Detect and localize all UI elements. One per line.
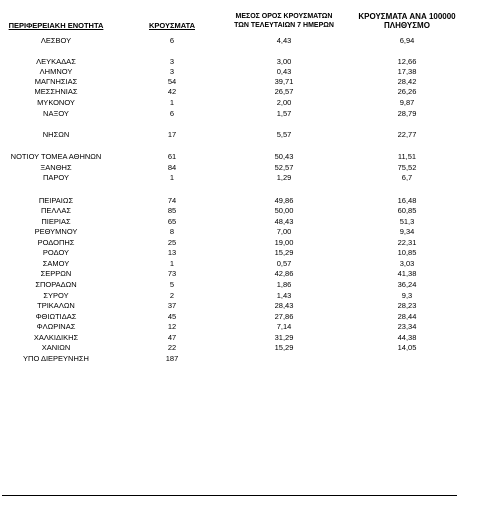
- row-region: ΠΕΛΛΑΣ: [40, 206, 72, 215]
- row-cases: 22: [167, 343, 177, 352]
- row-cases: 1: [169, 173, 175, 182]
- row-per100k: 10,85: [397, 248, 417, 257]
- row-per100k: 75,52: [397, 163, 417, 172]
- header-avg-line1: ΜΕΣΟΣ ΟΡΟΣ ΚΡΟΥΣΜΑΤΩΝ: [235, 13, 333, 20]
- row-region: ΛΗΜΝΟΥ: [39, 67, 73, 76]
- row-region: ΛΕΥΚΑΔΑΣ: [36, 57, 76, 66]
- row-region: ΦΛΩΡΙΝΑΣ: [36, 322, 76, 331]
- row-avg: 3,00: [276, 57, 292, 66]
- row-cases: 5: [169, 280, 175, 289]
- row-cases: 3: [169, 67, 175, 76]
- row-region: ΜΑΓΝΗΣΙΑΣ: [34, 77, 78, 86]
- row-cases: 25: [167, 238, 177, 247]
- row-avg: 7,14: [276, 322, 292, 331]
- row-region: ΞΑΝΘΗΣ: [40, 163, 72, 172]
- row-per100k: 6,7: [401, 173, 413, 182]
- row-per100k: 9,3: [401, 291, 413, 300]
- row-avg: 15,29: [274, 248, 294, 257]
- row-avg: 2,00: [276, 98, 292, 107]
- row-per100k: 9,34: [399, 227, 415, 236]
- row-region: ΣΕΡΡΩΝ: [40, 269, 72, 278]
- row-region: ΤΡΙΚΑΛΩΝ: [37, 301, 75, 310]
- row-avg: 52,57: [274, 163, 294, 172]
- row-avg: 4,43: [276, 36, 292, 45]
- row-region: ΠΑΡΟΥ: [42, 173, 69, 182]
- row-cases: 61: [167, 152, 177, 161]
- row-avg: 7,00: [276, 227, 292, 236]
- row-avg: 50,43: [274, 152, 294, 161]
- row-avg: 48,43: [274, 217, 294, 226]
- row-region: ΦΘΙΩΤΙΔΑΣ: [35, 312, 77, 321]
- row-per100k: 23,34: [397, 322, 417, 331]
- header-per100k-line2: ΠΛΗΘΥΣΜΟ: [384, 21, 430, 30]
- row-cases: 13: [167, 248, 177, 257]
- row-cases: 2: [169, 291, 175, 300]
- row-region: ΣΑΜΟΥ: [42, 259, 70, 268]
- row-cases: 6: [169, 36, 175, 45]
- row-region: ΜΕΣΣΗΝΙΑΣ: [34, 87, 78, 96]
- row-cases: 54: [167, 77, 177, 86]
- row-avg: 0,57: [276, 259, 292, 268]
- row-avg: 49,86: [274, 196, 294, 205]
- row-per100k: 11,51: [397, 152, 417, 161]
- row-region: ΧΑΛΚΙΔΙΚΗΣ: [33, 333, 79, 342]
- row-avg: 19,00: [274, 238, 294, 247]
- header-region: ΠΕΡΙΦΕΡΕΙΑΚΗ ΕΝΟΤΗΤΑ: [8, 21, 104, 30]
- row-cases: 1: [169, 259, 175, 268]
- row-cases: 187: [165, 354, 179, 363]
- row-region: ΝΗΣΩΝ: [42, 130, 70, 139]
- row-region: ΡΟΔΟΥ: [42, 248, 70, 257]
- row-avg: 1,57: [276, 109, 292, 118]
- row-region: ΡΕΘΥΜΝΟΥ: [34, 227, 78, 236]
- row-cases: 65: [167, 217, 177, 226]
- row-per100k: 14,05: [397, 343, 417, 352]
- header-per100k: [349, 12, 465, 30]
- row-per100k: 36,24: [397, 280, 417, 289]
- header-avg-line2: ΤΩΝ ΤΕΛΕΥΤΑΙΩΝ 7 ΗΜΕΡΩΝ: [234, 21, 334, 29]
- row-region: ΡΟΔΟΠΗΣ: [37, 238, 75, 247]
- bottom-rule: [2, 495, 457, 496]
- row-avg: 15,29: [274, 343, 294, 352]
- row-cases: 42: [167, 87, 177, 96]
- row-per100k: 28,79: [397, 109, 417, 118]
- row-per100k: 41,38: [397, 269, 417, 278]
- row-region: ΝΟΤΙΟΥ ΤΟΜΕΑ ΑΘΗΝΩΝ: [10, 152, 102, 161]
- row-cases: 45: [167, 312, 177, 321]
- row-region: ΥΠΟ ΔΙΕΡΕΥΝΗΣΗ: [23, 354, 89, 363]
- header-cases: ΚΡΟΥΣΜΑΤΑ: [148, 21, 196, 30]
- row-per100k: 44,38: [397, 333, 417, 342]
- row-per100k: 22,77: [397, 130, 417, 139]
- row-avg: 31,29: [274, 333, 294, 342]
- row-per100k: 51,3: [399, 217, 415, 226]
- row-region: ΧΑΝΙΩΝ: [41, 343, 71, 352]
- row-cases: 73: [167, 269, 177, 278]
- row-region: ΝΑΞΟΥ: [43, 109, 69, 118]
- row-cases: 1: [169, 98, 175, 107]
- row-cases: 3: [169, 57, 175, 66]
- row-avg: 1,43: [276, 291, 292, 300]
- row-avg: 42,86: [274, 269, 294, 278]
- row-region: ΠΕΙΡΑΙΩΣ: [38, 196, 74, 205]
- row-avg: 26,57: [274, 87, 294, 96]
- row-region: ΣΠΟΡΑΔΩΝ: [35, 280, 77, 289]
- row-avg: 28,43: [274, 301, 294, 310]
- row-avg: 50,00: [274, 206, 294, 215]
- row-region: ΛΕΣΒΟΥ: [40, 36, 72, 45]
- row-per100k: 3,03: [399, 259, 415, 268]
- row-cases: 17: [167, 130, 177, 139]
- row-per100k: 9,87: [399, 98, 415, 107]
- row-per100k: 17,38: [397, 67, 417, 76]
- row-per100k: 26,26: [397, 87, 417, 96]
- row-region: ΣΥΡΟΥ: [43, 291, 69, 300]
- row-per100k: 16,48: [397, 196, 417, 205]
- row-cases: 74: [167, 196, 177, 205]
- row-per100k: 28,44: [397, 312, 417, 321]
- row-region: ΜΥΚΟΝΟΥ: [37, 98, 75, 107]
- row-avg: 0,43: [276, 67, 292, 76]
- row-avg: 27,86: [274, 312, 294, 321]
- row-avg: 39,71: [274, 77, 294, 86]
- row-cases: 12: [167, 322, 177, 331]
- row-avg: 1,29: [276, 173, 292, 182]
- row-per100k: 22,31: [397, 238, 417, 247]
- row-cases: 8: [169, 227, 175, 236]
- header-per100k-line1: ΚΡΟΥΣΜΑΤΑ ΑΝΑ 100000: [358, 12, 456, 21]
- row-region: ΠΙΕΡΙΑΣ: [41, 217, 71, 226]
- row-per100k: 28,23: [397, 301, 417, 310]
- row-avg: 5,57: [276, 130, 292, 139]
- row-per100k: 6,94: [399, 36, 415, 45]
- row-cases: 37: [167, 301, 177, 310]
- row-avg: 1,86: [276, 280, 292, 289]
- row-per100k: 12,66: [397, 57, 417, 66]
- row-cases: 6: [169, 109, 175, 118]
- header-avg: [222, 13, 346, 30]
- row-per100k: 28,42: [397, 77, 417, 86]
- row-cases: 85: [167, 206, 177, 215]
- row-cases: 84: [167, 163, 177, 172]
- row-per100k: 60,85: [397, 206, 417, 215]
- row-cases: 47: [167, 333, 177, 342]
